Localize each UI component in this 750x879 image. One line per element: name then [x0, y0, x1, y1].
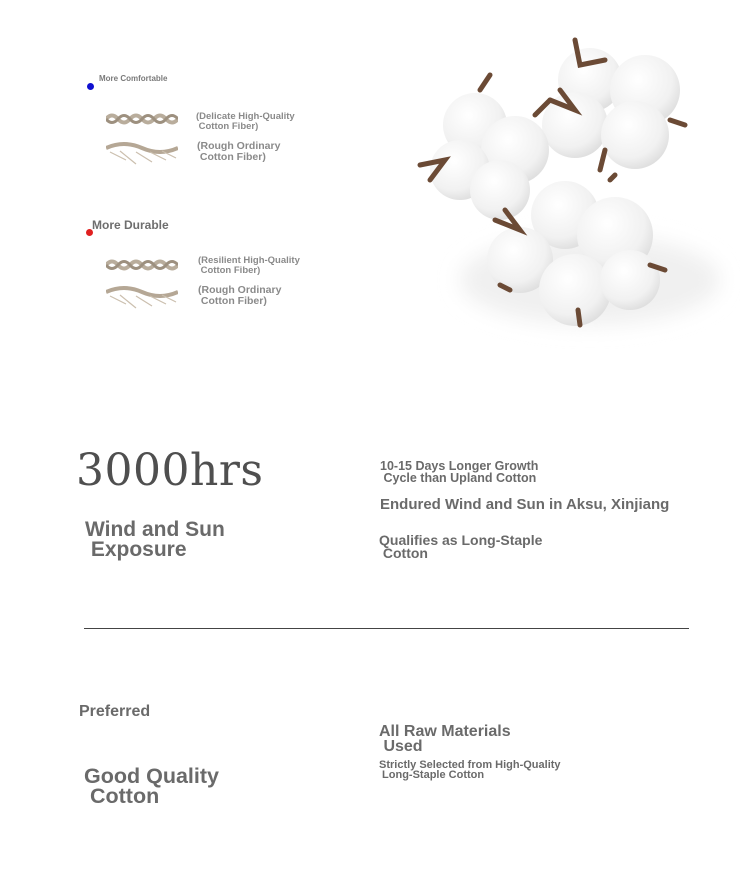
exposure-hours: 3000hrs: [76, 445, 264, 496]
comfort-heading: More Comfortable: [99, 74, 168, 83]
quality-preferred: Preferred: [79, 703, 151, 720]
fiber-good-icon: [106, 112, 178, 126]
fiber-rough-icon: [106, 138, 178, 168]
materials-desc: Strictly Selected from High-Quality Long-Staple Cotton: [379, 759, 561, 782]
fact-location: Endured Wind and Sun in Aksu, Xinjiang: [380, 496, 670, 513]
fact-staple: Qualifies as Long-Staple Cotton: [379, 532, 543, 562]
comfort-fiber-good: (Delicate High-Quality Cotton Fiber): [196, 111, 295, 132]
quality-title: Good Quality Cotton: [84, 764, 219, 809]
fiber-rough-icon: [106, 282, 178, 312]
section-divider: [84, 628, 689, 629]
fiber-good-icon: [106, 258, 178, 272]
durable-heading: More Durable: [92, 218, 169, 232]
exposure-label: Wind and Sun Exposure: [85, 518, 225, 561]
cotton-boll-image: [400, 20, 740, 350]
durable-fiber-good: (Resilient High-Quality Cotton Fiber): [198, 255, 300, 276]
materials-title: All Raw Materials Used: [379, 723, 511, 756]
comfort-dot: [87, 83, 94, 90]
durable-fiber-bad: (Rough Ordinary Cotton Fiber): [198, 284, 282, 308]
fact-growth: 10-15 Days Longer Growth Cycle than Upland Cotton: [380, 459, 539, 485]
comfort-fiber-bad: (Rough Ordinary Cotton Fiber): [197, 140, 281, 164]
